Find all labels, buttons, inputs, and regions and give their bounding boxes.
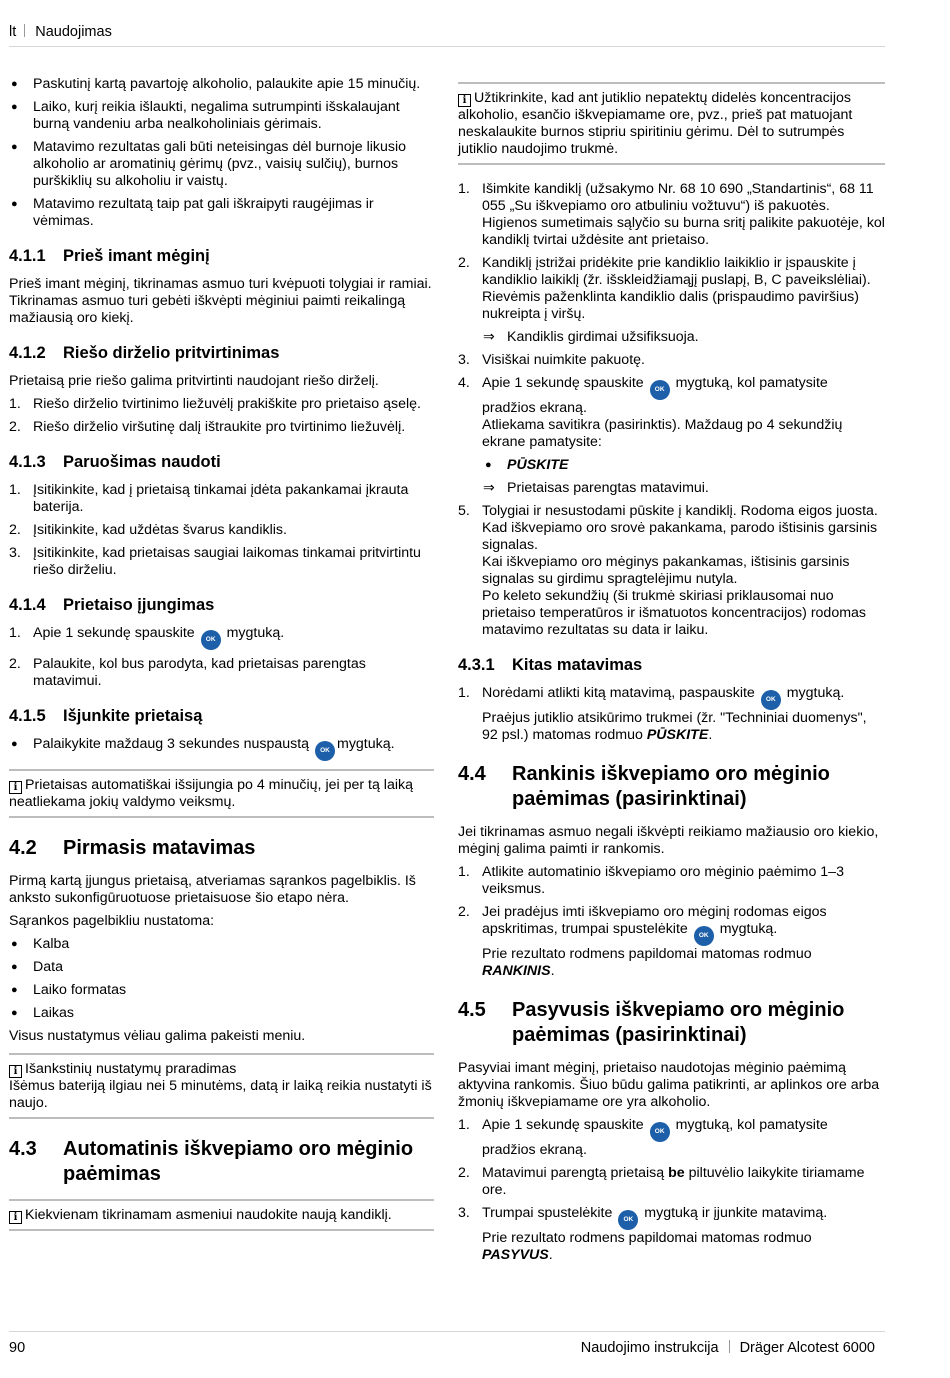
info-icon: i <box>9 1211 22 1224</box>
header-lang: lt <box>9 24 17 40</box>
numbered-step: 3. Visiškai nuimkite pakuotę. <box>458 352 645 368</box>
paragraph: Prietaisą prie riešo galima pritvirtinti naudojant riešo dirželį. <box>9 373 379 389</box>
footer-doc-info <box>581 1340 875 1357</box>
numbered-step: 4. Apie 1 sekundę spauskite OK mygtuką, kol pamatysite pradžios ekraną. Atliekama savitikra (pasirinktis). Maždaug po 4 sekundžių ekrane pamatysite: <box>458 375 843 450</box>
page-number: 90 <box>9 1340 26 1356</box>
list-item: ● Paskutinį kartą pavartoję alkoholio, palaukite apie 15 minučių. <box>9 76 434 93</box>
info-note: i Prietaisas automatiškai išsijungia po 4 minučių, jei per tą laiką neatliekama jokių valdymo veiksmų. <box>9 769 434 818</box>
list-item: ● Kalba <box>9 936 434 953</box>
arrow-icon: ⇒ <box>483 480 495 496</box>
ok-button-icon: OK <box>761 690 781 710</box>
ok-button-icon: OK <box>618 1210 638 1230</box>
numbered-step: 1. Norėdami atlikti kitą matavimą, paspauskite OK mygtuką. Praėjus jutiklio atsikūrimo trukmei (žr. "Techniniai duomenys", 92 psl.) matomas rodmuo PŪSKITE. <box>458 685 867 743</box>
section-heading-4-2: 4.2 Pirmasis matavimas <box>9 837 256 859</box>
header-section: Naudojimas <box>35 24 112 40</box>
ok-button-icon: OK <box>650 380 670 400</box>
numbered-step: 2. Jei pradėjus imti iškvepiamo oro mėginį rodomas eigos apskritimas, trumpai spustelėkite OK mygtuką. Prie rezultato rodmens papildomai matomas rodmuo RANKINIS. <box>458 904 827 979</box>
numbered-step: 3. Trumpai spustelėkite OK mygtuką ir įjunkite matavimą. Prie rezultato rodmens papildomai matomas rodmuo PASYVUS. <box>458 1205 828 1263</box>
footer-product: Dräger Alcotest 6000 <box>739 1340 875 1356</box>
numbered-step: 1. Išimkite kandiklį (užsakymo Nr. 68 10 690 „Standartinis“, 68 11 055 „Su iškvepiamo oro atbuliniu vožtuvu“) iš pakuotės. Higienos sumetimais sąlyčio su burna sritį palikite pakuotėje, kol kandiklį tvirtai uždėsite ant prietaiso. <box>458 181 885 248</box>
numbered-step: 1. Atlikite automatinio iškvepiamo oro mėginio paėmimo 1–3 veiksmus. <box>458 864 844 897</box>
section-heading-4-1-5: 4.1.5 Išjunkite prietaisą <box>9 707 203 725</box>
numbered-step: 2. Matavimui parengtą prietaisą be piltuvėlio laikykite tiriamame ore. <box>458 1165 865 1198</box>
list-item: ● Matavimo rezultatą taip pat gali iškraipyti raugėjimas ir vėmimas. <box>9 196 434 230</box>
list-item: ● Matavimo rezultatas gali būti neteisingas dėl burnoje likusio alkoholio ar aromatinių gėrimų (pvz., vaisių sulčių), burnos purškiklių su alkoholiu ir vaistų. <box>9 139 434 190</box>
footer-divider <box>729 1340 730 1353</box>
list-item: ● Laiko formatas <box>9 982 434 999</box>
info-note: i Kiekvienam tikrinamam asmeniui naudokite naują kandiklį. <box>9 1199 434 1231</box>
arrow-icon: ⇒ <box>483 329 495 345</box>
paragraph: Pasyviai imant mėginį, prietaiso naudotojas mėginio paėmimą aktyvina rankomis. Šiuo būdu galima patikrinti, ar aplinkos ore arba žmonių iškvepiamame ore yra alkoholio. <box>458 1060 880 1110</box>
section-heading-4-4: 4.4 Rankinis iškvepiamo oro mėginio paėmimas (pasirinktinai) <box>458 763 830 810</box>
info-icon: i <box>9 1065 22 1078</box>
numbered-step: 1. Įsitikinkite, kad į prietaisą tinkamai įdėta pakankamai įkrauta baterija. <box>9 482 409 515</box>
section-heading-4-1-1: 4.1.1 Prieš imant mėginį <box>9 247 210 265</box>
page-footer <box>9 1331 885 1357</box>
section-heading-4-1-3: 4.1.3 Paruošimas naudoti <box>9 453 221 471</box>
list-item: ● Laiko, kurį reikia išlaukti, negalima sutrumpinti išskalaujant burną vandeniu arba nealkoholiniais gėrimais. <box>9 99 434 133</box>
numbered-step: 2. Įsitikinkite, kad uždėtas švarus kandiklis. <box>9 522 287 538</box>
page-header <box>9 24 885 47</box>
list-item: ● Palaikykite maždaug 3 sekundes nuspaustą OK mygtuką. <box>9 736 434 761</box>
info-icon: i <box>458 94 471 107</box>
info-note: i Užtikrinkite, kad ant jutiklio nepatektų didelės koncentracijos alkoholio, esančio iškvepiamame ore, pvz., prieš pat matuojant neskalaukite burnos stipriu spiritiniu gėrimu. Dėl to sutrumpės jutiklio naudojimo trukmė. <box>458 82 885 165</box>
numbered-step: 2. Kandiklį įstrižai pridėkite prie kandiklio laikiklio ir įspauskite į kandiklio laikiklį (žr. išskleidžiamąjį puslapį, B, C paveikslėliai). Rievėmis paženklinta kandiklio dalis (prispaudimo paviršius) nukreipta į viršų. <box>458 255 871 322</box>
footer-doc-title: Naudojimo instrukcija <box>580 1340 719 1356</box>
numbered-step: 1. Apie 1 sekundę spauskite OK mygtuką, kol pamatysite pradžios ekraną. <box>458 1117 828 1158</box>
numbered-step: 1. Apie 1 sekundę spauskite OK mygtuką. <box>9 625 434 650</box>
ok-button-icon: OK <box>315 741 335 761</box>
step-result: ⇒ Prietaisas parengtas matavimui. <box>483 480 709 496</box>
step-result: ⇒ Kandiklis girdimai užsifiksuoja. <box>483 329 699 345</box>
numbered-step: 2. Palaukite, kol bus parodyta, kad prietaisas parengtas matavimui. <box>9 656 366 689</box>
numbered-step: 2. Riešo dirželio viršutinę dalį ištraukite pro tvirtinimo liežuvėlį. <box>9 419 406 435</box>
section-heading-4-3: 4.3 Automatinis iškvepiamo oro mėginio paėmimas <box>9 1138 414 1185</box>
right-column <box>458 82 885 1270</box>
section-heading-4-1-4: 4.1.4 Prietaiso įjungimas <box>9 596 215 614</box>
ok-button-icon: OK <box>650 1122 670 1142</box>
paragraph: Sąrankos pagelbikliu nustatoma: <box>9 913 215 929</box>
list-item: ● Laikas <box>9 1005 434 1022</box>
paragraph: Pirmą kartą įjungus prietaisą, atveriamas sąrankos pagelbiklis. Iš anksto sukonfigūruotuose prietaisuose šio etapo nėra. <box>9 873 416 906</box>
paragraph: Visus nustatymus vėliau galima pakeisti meniu. <box>9 1028 306 1044</box>
section-heading-4-3-1: 4.3.1 Kitas matavimas <box>458 656 643 674</box>
paragraph: Prieš imant mėginį, tikrinamas asmuo turi kvėpuoti tolygiai ir ramiai. Tikrinamas asmuo turi gebėti iškvėpti mėginiui paimti reikalingą mažiausią oro kiekį. <box>9 276 432 326</box>
numbered-step: 1. Riešo dirželio tvirtinimo liežuvėlį prakiškite pro prietaiso ąselę. <box>9 396 421 412</box>
section-heading-4-5: 4.5 Pasyvusis iškvepiamo oro mėginio paėmimas (pasirinktinai) <box>458 999 845 1046</box>
section-heading-4-1-2: 4.1.2 Riešo dirželio pritvirtinimas <box>9 344 280 362</box>
paragraph: Jei tikrinamas asmuo negali iškvėpti reikiamo mažiausio oro kiekio, mėginį galima paimti ir rankomis. <box>458 824 879 857</box>
ok-button-icon: OK <box>694 926 714 946</box>
info-note: i Išankstinių nustatymų praradimas Išėmus bateriją ilgiau nei 5 minutėms, datą ir laiką reikia nustatyti iš naujo. <box>9 1053 434 1119</box>
display-text: ● PŪSKITE <box>458 457 885 474</box>
left-column <box>9 76 434 1241</box>
numbered-step: 3. Įsitikinkite, kad prietaisas saugiai laikomas tinkamai pritvirtintu riešo dirželiu. <box>9 545 421 578</box>
numbered-step: 5. Tolygiai ir nesustodami pūskite į kandiklį. Rodoma eigos juosta. Kad iškvepiamo oro srovė pakankama, parodo ištisinis garsinis signalas. Kai iškvepiamo oro mėginys pakankamas, ištisinis garsinis signalas su girdimu spragtelėjimu nutyla. Po keleto sekundžių (ši trukmė skiriasi priklausomai nuo prietaiso temperatūros ir išmatuotos koncentracijos) rodomas matavimo rezultatas su data ir laiku. <box>458 503 878 638</box>
list-item: ● Data <box>9 959 434 976</box>
header-divider <box>24 24 25 37</box>
info-icon: i <box>9 781 22 794</box>
ok-button-icon: OK <box>201 630 221 650</box>
